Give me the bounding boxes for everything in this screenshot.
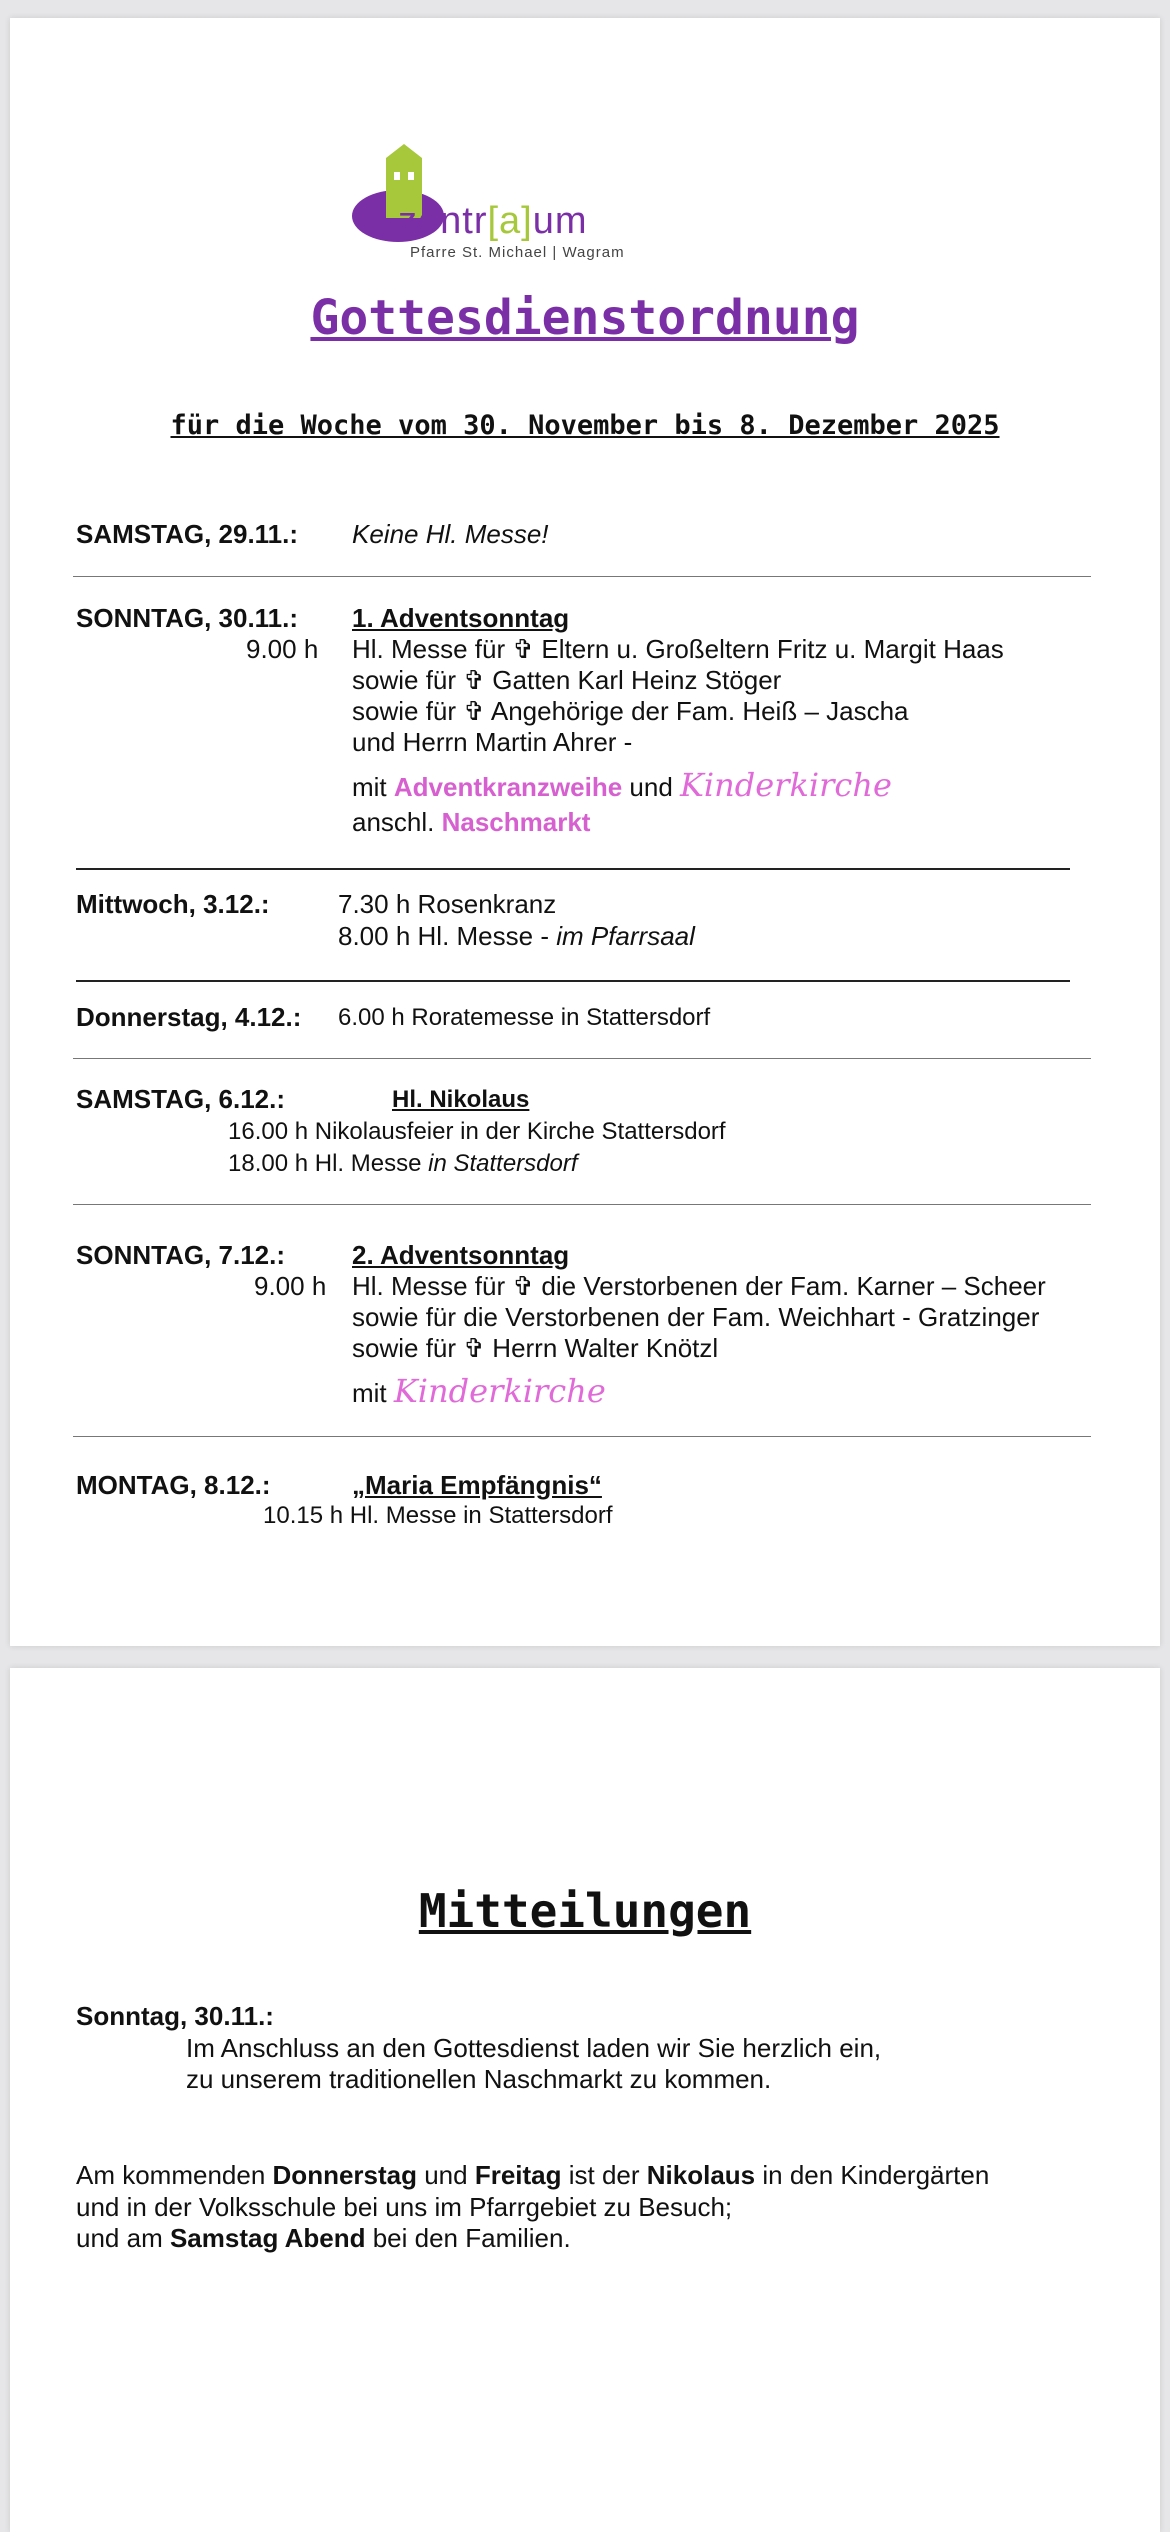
cross-icon: ✞ — [463, 1333, 486, 1363]
document-page-2 — [10, 1668, 1160, 2532]
logo-wordmark: zentr[a]um — [398, 200, 588, 242]
day-label-wed3: Mittwoch, 3.12.: — [76, 889, 270, 919]
sat6-line-2: 18.00 h Hl. Messe in Stattersdorf — [228, 1150, 578, 1177]
wed3-line-2: 8.00 h Hl. Messe - im Pfarrsaal — [338, 921, 695, 951]
sat6-line-1: 16.00 h Nikolausfeier in der Kirche Stattersdorf — [228, 1118, 726, 1145]
mon8-line-1: 10.15 h Hl. Messe in Stattersdorf — [263, 1502, 613, 1529]
divider — [73, 576, 1091, 577]
cross-icon: ✞ — [512, 1271, 535, 1301]
document-page-1 — [10, 18, 1160, 1646]
announcement-line-1: Im Anschluss an den Gottesdienst laden wir Sie herzlich ein, — [186, 2033, 882, 2063]
cross-icon: ✞ — [512, 634, 535, 664]
cross-icon: ✞ — [463, 665, 486, 695]
day-label-sat6: SAMSTAG, 6.12.: — [76, 1084, 286, 1114]
divider — [73, 1204, 1091, 1205]
announcements-title: Mitteilungen — [418, 1884, 752, 1938]
logo-subtitle: Pfarre St. Michael | Wagram — [410, 244, 625, 261]
thu4-line-1: 6.00 h Roratemesse in Stattersdorf — [338, 1004, 711, 1031]
sun7-line-1: Hl. Messe für ✞ die Verstorbenen der Fam. Karner – Scheer — [352, 1271, 1046, 1301]
page-subtitle: für die Woche vom 30. November bis 8. Dezember 2025 — [170, 410, 1000, 441]
sun7-line-2: sowie für die Verstorbenen der Fam. Weichhart - Gratzinger — [352, 1302, 1040, 1332]
day-label-sun7: SONNTAG, 7.12.: — [76, 1240, 286, 1270]
nikolaus-line-1: Am kommenden Donnerstag und Freitag ist der Nikolaus in den Kindergärten — [76, 2160, 990, 2190]
day-label-thu4: Donnerstag, 4.12.: — [76, 1002, 302, 1032]
divider — [76, 980, 1070, 982]
divider — [73, 1436, 1091, 1437]
divider — [73, 1058, 1091, 1059]
day-label-sun30: SONNTAG, 30.11.: — [76, 603, 299, 633]
announcement-day: Sonntag, 30.11.: — [76, 2001, 274, 2031]
announcement-line-2: zu unserem traditionellen Naschmarkt zu kommen. — [186, 2064, 772, 2094]
nikolaus-line-2: und in der Volksschule bei uns im Pfarrgebiet zu Besuch; — [76, 2192, 733, 2222]
cross-icon: ✞ — [463, 696, 486, 726]
divider — [76, 868, 1070, 870]
sun30-line-4: und Herrn Martin Ahrer - — [352, 727, 633, 757]
page-title: Gottesdienstordnung — [310, 290, 860, 346]
sun7-line-3: sowie für ✞ Herrn Walter Knötzl — [352, 1333, 719, 1363]
sun30-heading: 1. Adventsonntag — [352, 603, 570, 633]
day-label-sat29: SAMSTAG, 29.11.: — [76, 519, 299, 549]
sun7-heading: 2. Adventsonntag — [352, 1240, 570, 1270]
sun30-line-2: sowie für ✞ Gatten Karl Heinz Stöger — [352, 665, 782, 695]
sat29-note: Keine Hl. Messe! — [352, 519, 549, 549]
day-label-mon8: MONTAG, 8.12.: — [76, 1470, 271, 1500]
sun30-line-3: sowie für ✞ Angehörige der Fam. Heiß – Jascha — [352, 696, 909, 726]
mon8-heading: „Maria Empfängnis“ — [352, 1470, 602, 1500]
wed3-line-1: 7.30 h Rosenkranz — [338, 889, 557, 919]
sun7-time: 9.00 h — [254, 1271, 327, 1301]
sun30-time: 9.00 h — [246, 634, 319, 664]
parish-logo — [350, 138, 710, 268]
nikolaus-line-3: und am Samstag Abend bei den Familien. — [76, 2223, 571, 2253]
sat6-heading: Hl. Nikolaus — [392, 1086, 530, 1113]
sun7-line-4: mit Kinderkirche — [352, 1372, 606, 1410]
sun30-line-1: Hl. Messe für ✞ Eltern u. Großeltern Fritz u. Margit Haas — [352, 634, 1004, 664]
sun30-line-5: mit Adventkranzweihe und Kinderkirche — [352, 766, 892, 804]
sun30-line-6: anschl. Naschmarkt — [352, 807, 591, 837]
